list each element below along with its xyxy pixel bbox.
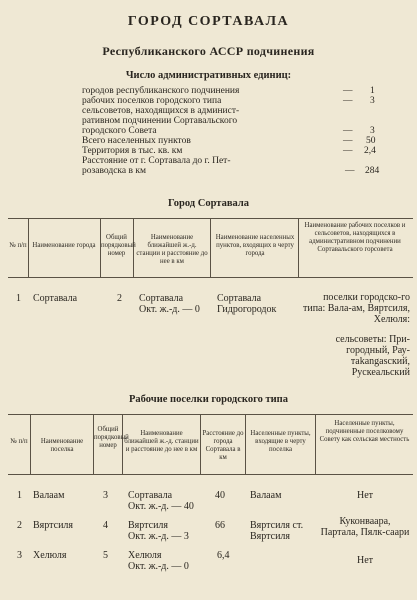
- settlement-row-rural: Нет: [356, 490, 374, 501]
- stat-label: Всего населенных пунктов: [82, 136, 191, 146]
- admin-units-heading: Число административных единиц:: [125, 70, 292, 81]
- stat-label: розаводска в км: [82, 166, 146, 176]
- settlement-row-station-distance: Окт. ж.-д. — 40: [128, 501, 194, 512]
- page-title: ГОРОД СОРТАВАЛА: [127, 14, 290, 29]
- table-rule: [245, 414, 246, 474]
- settlement-row-name: Хелюля: [33, 550, 67, 561]
- table-rule: [122, 414, 123, 474]
- city-row-order: 2: [117, 293, 122, 304]
- stat-dash: —: [343, 136, 353, 146]
- settlement-row-station: Хелюля: [128, 550, 162, 561]
- settlement-row-name: Валаам: [33, 490, 65, 501]
- table-rule: [8, 474, 413, 475]
- table-rule: [8, 277, 413, 278]
- column-header: Наименование ближайшей ж.-д. станции и расстояние до нее в км: [136, 234, 208, 265]
- settlement-row-number: 2: [17, 520, 22, 531]
- table-rule: [8, 414, 413, 415]
- column-header: Общий порядковый номер: [94, 426, 129, 449]
- settlement-row-name: Вяртсиля: [33, 520, 74, 531]
- settlement-row-rural: Нет: [356, 555, 374, 566]
- table-rule: [30, 414, 31, 474]
- settlement-row-distance: 6,4: [217, 550, 230, 561]
- settlement-row-number: 3: [17, 550, 22, 561]
- stat-dash: —: [343, 146, 353, 156]
- stat-label: городов республиканского подчинения: [82, 86, 240, 96]
- stat-label: Расстояние от г. Сортавала до г. Пет-: [82, 156, 231, 166]
- city-row-subordinate-councils: сельсоветы: При-городный, Рау-тakangasский, Рускеальский: [335, 334, 410, 378]
- column-header: № п/п: [10, 438, 28, 445]
- stat-value: 50: [366, 136, 376, 146]
- city-row-number: 1: [16, 293, 21, 304]
- stat-value: 1: [370, 86, 375, 96]
- stat-dash: —: [345, 166, 355, 176]
- settlement-row-distance: 40: [215, 490, 225, 501]
- settlement-row-distance: 66: [215, 520, 225, 531]
- settlement-row-order: 4: [103, 520, 108, 531]
- settlement-row-station-distance: Окт. ж.-д. — 0: [128, 561, 189, 572]
- column-header: Наименование города: [32, 242, 96, 249]
- stat-dash: —: [343, 96, 353, 106]
- settlement-row-number: 1: [17, 490, 22, 501]
- city-row-station: Сортавала: [139, 293, 184, 304]
- column-header: Расстояние до города Сортавала в км: [202, 430, 244, 461]
- stat-dash: —: [343, 126, 353, 136]
- column-header: Населенные пункты, подчиненные поселковому Совету как сельская местность: [319, 420, 410, 443]
- settlement-row-rural: Куконваара, Партала, Пялк-саари: [320, 516, 410, 538]
- page-subtitle: Республиканского АССР подчинения: [102, 44, 315, 58]
- settlements-table-heading: Рабочие поселки городского типа: [129, 394, 288, 405]
- settlement-row-order: 3: [103, 490, 108, 501]
- stat-value: 3: [370, 126, 375, 136]
- column-header: Наименование ближайшей ж.-д. станции и расстояние до нее в км: [124, 430, 199, 453]
- stat-value: 3: [370, 96, 375, 106]
- stat-label: городского Совета: [82, 126, 157, 136]
- column-header: Общий порядковый номер: [101, 234, 136, 257]
- column-header: Наименование рабочих поселков и сельсоветов, находящихся в административном подчинении Сортавальского горсовета: [304, 222, 406, 253]
- settlement-row-station-distance: Окт. ж.-д. — 3: [128, 531, 189, 542]
- city-row-station-distance: Окт. ж.-д. — 0: [139, 304, 200, 315]
- table-rule: [315, 414, 316, 474]
- table-rule: [28, 218, 29, 277]
- city-row-name: Сортавала: [33, 293, 78, 304]
- settlement-row-station: Вяртсиля: [128, 520, 169, 531]
- stat-label: сельсоветов, находящихся в админист-: [82, 106, 240, 116]
- city-row-locality: Гидрогородок: [217, 304, 277, 315]
- column-header: Наименование населенных пунктов, входящих в черту города: [215, 234, 295, 257]
- stat-value: 284: [365, 166, 380, 176]
- settlement-row-order: 5: [103, 550, 108, 561]
- settlement-row-localities: Вяртсиля ст. Вяртсиля: [250, 520, 304, 542]
- settlement-row-localities: Валаам: [250, 490, 282, 501]
- city-table-heading: Город Сортавала: [168, 198, 249, 209]
- stat-value: 2,4: [364, 146, 376, 156]
- column-header: Населенные пункты, входящие в черту поселка: [250, 430, 311, 453]
- column-header: № п/п: [9, 242, 27, 249]
- stat-label: Территория в тыс. кв. км: [82, 146, 183, 156]
- stat-dash: —: [343, 86, 353, 96]
- column-header: Наименование поселка: [40, 438, 84, 453]
- settlement-row-station: Сортавала: [128, 490, 173, 501]
- city-row-subordinate-settlements: поселки городско-го типа: Вала-ам, Вяртсиля, Хелюля:: [302, 292, 410, 325]
- stat-label: рабочих поселков городского типа: [82, 96, 222, 106]
- table-rule: [298, 218, 299, 277]
- city-row-locality: Сортавала: [217, 293, 262, 304]
- stat-label: ративном подчинении Сортавальского: [82, 116, 238, 126]
- table-rule: [210, 218, 211, 277]
